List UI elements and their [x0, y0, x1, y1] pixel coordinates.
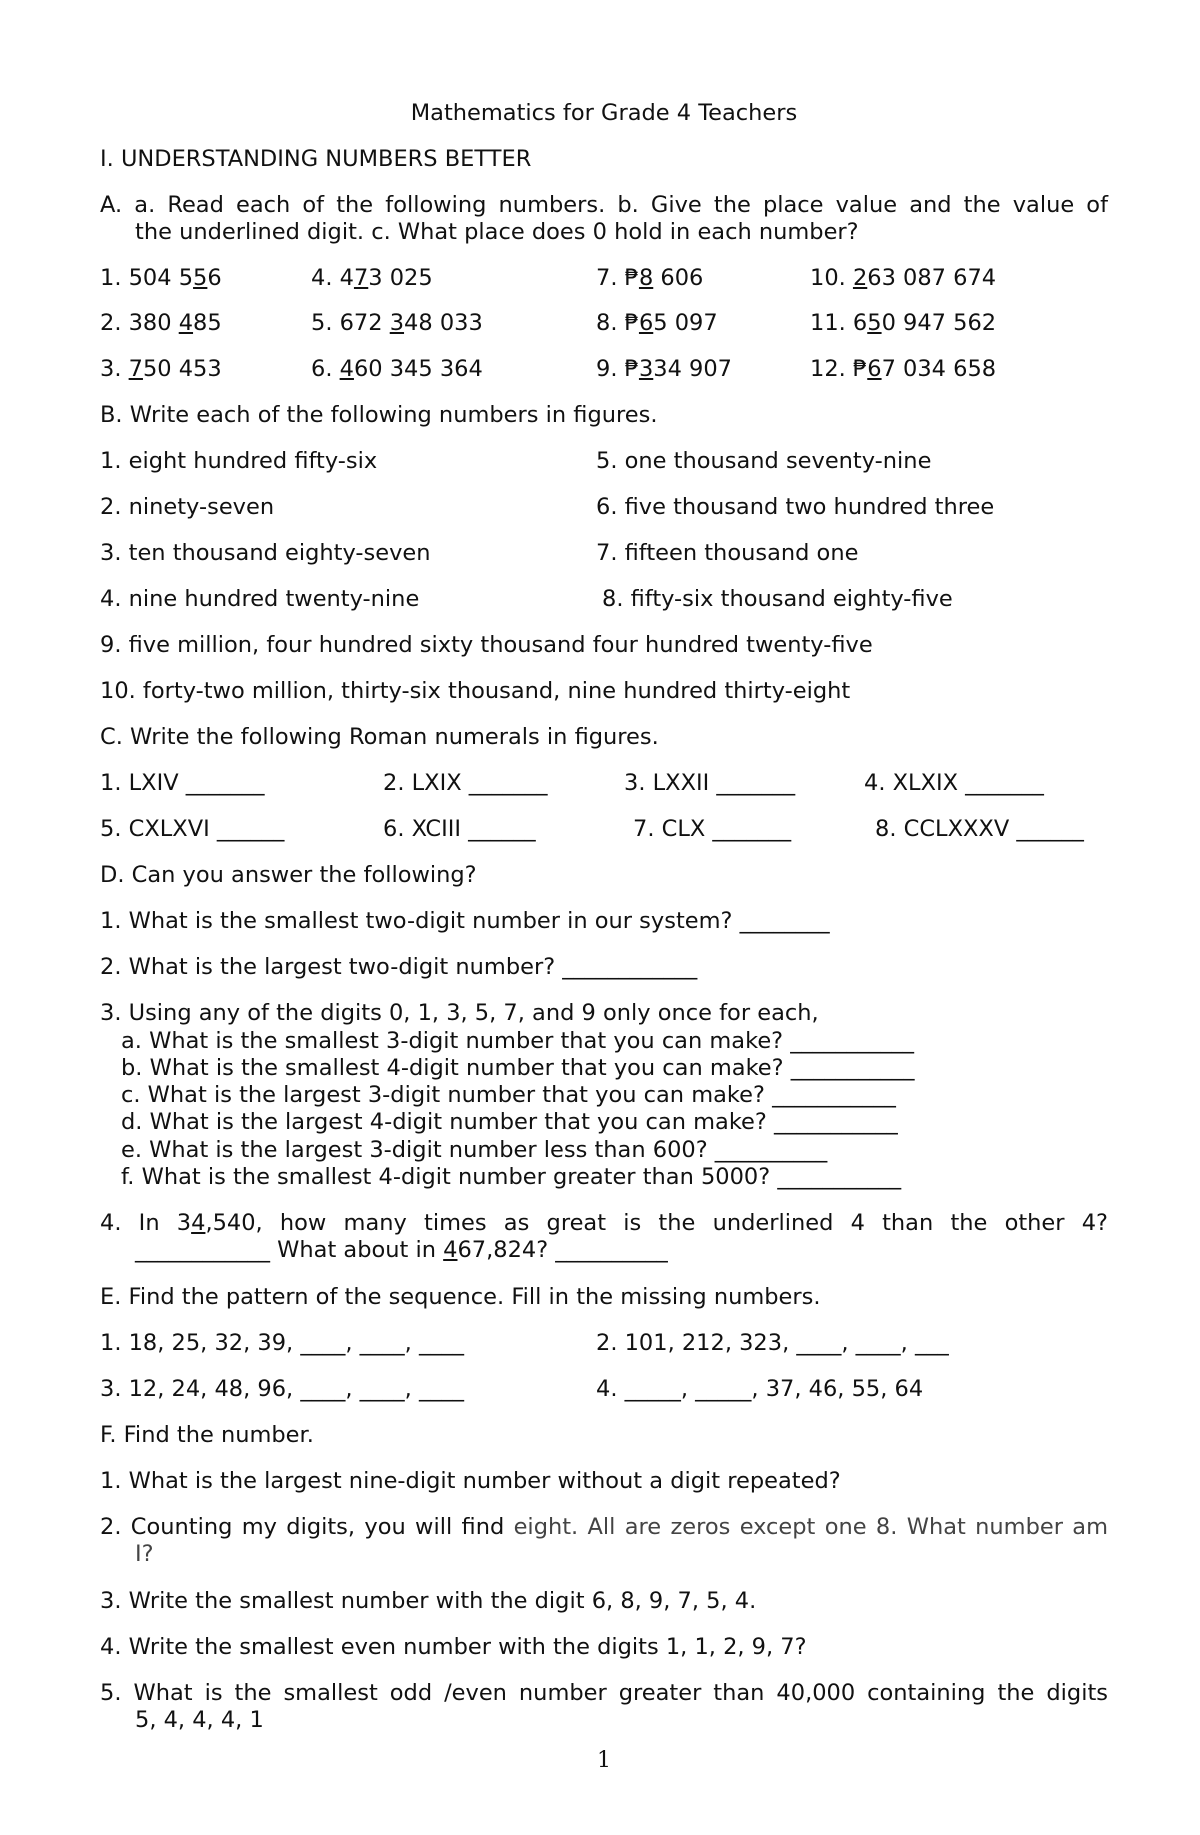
section-a-instructions-line2: the underlined digit. c. What place does 0 hold in each number?	[135, 219, 859, 245]
number-item-5: 5. 672 348 033	[311, 310, 483, 336]
question-f5-line2: 5, 4, 4, 4, 1	[135, 1707, 264, 1733]
words-item-6: 6. five thousand two hundred three	[596, 494, 995, 520]
number-item-10: 10. 263 087 674	[810, 265, 997, 291]
section-d-heading: D. Can you answer the following?	[100, 862, 477, 888]
roman-item-7: 7. CLX _______	[633, 816, 792, 842]
sequence-item-4: 4. _____, _____, 37, 46, 55, 64	[596, 1376, 924, 1402]
words-item-1: 1. eight hundred fifty-six	[100, 448, 378, 474]
sequence-item-2: 2. 101, 212, 323, ____, ____, ___	[596, 1330, 949, 1356]
number-item-1: 1. 504 556	[100, 265, 222, 291]
roman-item-8: 8. CCLXXXV ______	[875, 816, 1084, 842]
worksheet-page	[100, 0, 1108, 1835]
section-c-heading: C. Write the following Roman numerals in figures.	[100, 724, 659, 750]
number-item-3: 3. 750 453	[100, 356, 222, 382]
sequence-item-3: 3. 12, 24, 48, 96, ____, ____, ____	[100, 1376, 464, 1402]
roman-item-2: 2. LXIX _______	[383, 770, 548, 796]
question-d3f: f. What is the smallest 4-digit number greater than 5000? ___________	[121, 1164, 902, 1190]
question-d3d: d. What is the largest 4-digit number that you can make? ___________	[121, 1109, 898, 1135]
number-item-8: 8. ₱65 097	[596, 310, 718, 336]
section-b-heading: B. Write each of the following numbers in figures.	[100, 402, 658, 428]
page-number: 1	[597, 1748, 611, 1773]
number-item-12: 12. ₱67 034 658	[810, 356, 997, 382]
roman-item-6: 6. XCIII ______	[383, 816, 536, 842]
document-title: Mathematics for Grade 4 Teachers	[410, 100, 798, 126]
question-d3a: a. What is the smallest 3-digit number that you can make? ___________	[121, 1028, 915, 1054]
question-d1: 1. What is the smallest two-digit number in our system? ________	[100, 908, 830, 934]
roman-item-5: 5. CXLXVI ______	[100, 816, 285, 842]
question-d2: 2. What is the largest two-digit number? ____________	[100, 954, 698, 980]
question-d4-line1: 4. In 34,540, how many times as great is the underlined 4 than the other 4?	[100, 1210, 1108, 1236]
words-item-8: 8. fifty-six thousand eighty-five	[602, 586, 953, 612]
words-item-3: 3. ten thousand eighty-seven	[100, 540, 431, 566]
question-d3e: e. What is the largest 3-digit number less than 600? __________	[121, 1137, 828, 1163]
number-item-6: 6. 460 345 364	[311, 356, 483, 382]
words-item-9: 9. five million, four hundred sixty thousand four hundred twenty-five	[100, 632, 873, 658]
words-item-4: 4. nine hundred twenty-nine	[100, 586, 420, 612]
question-f2-line1: 2. Counting my digits, you will find eight. All are zeros except one 8. What number am	[100, 1514, 1108, 1540]
question-f3: 3. Write the smallest number with the digit 6, 8, 9, 7, 5, 4.	[100, 1588, 757, 1614]
question-f1: 1. What is the largest nine-digit number without a digit repeated?	[100, 1468, 841, 1494]
number-item-2: 2. 380 485	[100, 310, 222, 336]
words-item-7: 7. fifteen thousand one	[596, 540, 859, 566]
question-d4-line2: ____________ What about in 467,824? __________	[135, 1237, 668, 1263]
question-f5-line1: 5. What is the smallest odd /even number greater than 40,000 containing the digits	[100, 1680, 1108, 1706]
section-heading: I. UNDERSTANDING NUMBERS BETTER	[100, 146, 532, 172]
section-f-heading: F. Find the number.	[100, 1422, 314, 1448]
number-item-9: 9. ₱334 907	[596, 356, 732, 382]
roman-item-1: 1. LXIV _______	[100, 770, 265, 796]
number-item-7: 7. ₱8 606	[596, 265, 704, 291]
words-item-2: 2. ninety-seven	[100, 494, 275, 520]
question-f2-line2: I?	[135, 1541, 154, 1567]
question-d3c: c. What is the largest 3-digit number that you can make? ___________	[121, 1082, 896, 1108]
question-d3: 3. Using any of the digits 0, 1, 3, 5, 7, and 9 only once for each,	[100, 1000, 819, 1026]
roman-item-4: 4. XLXIX _______	[864, 770, 1044, 796]
question-d3b: b. What is the smallest 4-digit number that you can make? ___________	[121, 1055, 915, 1081]
number-item-11: 11. 650 947 562	[810, 310, 997, 336]
sequence-item-1: 1. 18, 25, 32, 39, ____, ____, ____	[100, 1330, 464, 1356]
question-f4: 4. Write the smallest even number with the digits 1, 1, 2, 9, 7?	[100, 1634, 807, 1660]
section-e-heading: E. Find the pattern of the sequence. Fill in the missing numbers.	[100, 1284, 821, 1310]
words-item-5: 5. one thousand seventy-nine	[596, 448, 932, 474]
section-a-instructions-line1: A. a. Read each of the following numbers. b. Give the place value and the value of	[100, 192, 1108, 218]
number-item-4: 4. 473 025	[311, 265, 433, 291]
words-item-10: 10. forty-two million, thirty-six thousand, nine hundred thirty-eight	[100, 678, 851, 704]
roman-item-3: 3. LXXII _______	[624, 770, 796, 796]
